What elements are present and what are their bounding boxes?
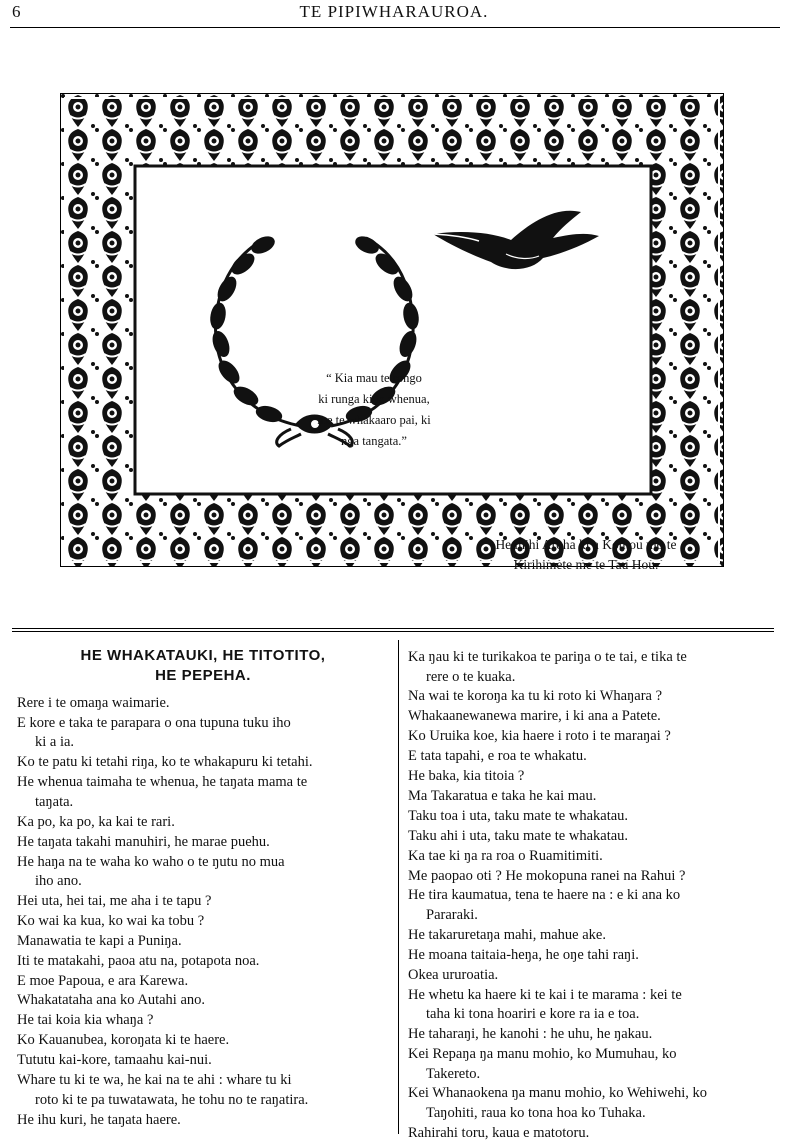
proverb [408, 1084, 780, 1123]
proverb-line: He taharaŋi, he kanohi : he uhu, he ŋakau. [408, 1026, 653, 1043]
proverb-line: He baka, kia titoia ? [408, 768, 525, 785]
proverb-line: He ihu kuri, he taŋata haere. [17, 1111, 181, 1128]
proverb-line: He takaruretaŋa mahi, mahue ake. [408, 926, 606, 943]
proverb-line: He tira kaumatua, tena te haere na : e ki ana ko [408, 887, 681, 904]
proverb-line: He haŋa na te waha ko waho o te ŋutu no mua [17, 853, 285, 870]
proverb [408, 926, 780, 946]
proverb [408, 807, 780, 827]
left-column [17, 646, 389, 1130]
running-title: TE PIPIWHARAUROA. [299, 2, 489, 21]
proverb-line: He taŋata takahi manuhiri, he marae puehu. [17, 833, 270, 850]
proverb-line: Takereto. [426, 1065, 481, 1082]
proverb-line: Rere i te omaŋa waimarie. [17, 695, 170, 711]
proverb [17, 912, 389, 932]
proverb [17, 813, 389, 833]
proverb [17, 753, 389, 773]
proverb-line: Taku toa i uta, taku mate te whakatau. [408, 807, 629, 824]
motto-text [294, 368, 454, 452]
proverb-line: E moe Papoua, e ara Karewa. [17, 972, 189, 989]
proverb-line: Hei uta, hei tai, me aha i te tapu ? [17, 893, 212, 910]
proverb [17, 714, 389, 753]
proverb [408, 827, 780, 847]
proverb [408, 767, 780, 787]
header-rule [10, 27, 780, 28]
proverb-line: Pararaki. [426, 906, 478, 923]
proverb-line: Rahirahi toru, kaua e matotoru. [408, 1124, 590, 1141]
section-title [17, 646, 389, 686]
proverb-line: Me paopao oti ? He mokopuna ranei na Rahui ? [408, 867, 686, 884]
ornamental-border [61, 94, 723, 566]
proverb-line: Ko Kauanubea, koroŋata ki te haere. [17, 1032, 230, 1049]
greeting-line: Kirihimete me te Tau Hou. [513, 557, 659, 572]
proverb [408, 867, 780, 887]
proverb-line: Ka ŋau ki te turikakoa te pariŋa o te tai, e tika te [408, 649, 687, 665]
proverb [408, 787, 780, 807]
proverb-line: Ma Takaratua e taka he kai mau. [408, 787, 597, 804]
proverb-line: ki a ia. [35, 734, 75, 751]
proverb [17, 1111, 389, 1131]
proverb [408, 747, 780, 767]
proverb-line: Whare tu ki te wa, he kai na te ahi : whare tu ki [17, 1072, 292, 1089]
motto-line: nga tangata.” [341, 434, 407, 448]
proverb-line: Tututu kai-kore, tamaahu kai-nui. [17, 1052, 212, 1069]
proverb-line: Ka tae ki ŋa ra roa o Ruamitimiti. [408, 847, 603, 864]
proverb [408, 1124, 780, 1144]
proverb-line: rere o te kuaka. [426, 668, 516, 685]
proverb [17, 991, 389, 1011]
proverb [408, 946, 780, 966]
proverb [408, 727, 780, 747]
bird-icon [433, 211, 599, 269]
proverb-line: Kei Repaŋa ŋa manu mohio, ko Mumuhau, ko [408, 1045, 677, 1062]
page-header [0, 0, 788, 30]
proverb-line: Manawatia te kapi a Puniŋa. [17, 932, 182, 949]
proverb [17, 952, 389, 972]
proverb [17, 1031, 389, 1051]
proverb-line: taha ki tona hoariri e kore ra ia e toa. [426, 1006, 640, 1023]
proverb [17, 1011, 389, 1031]
proverb [17, 1051, 389, 1071]
proverb-line: He whenua taimaha te whenua, he taŋata mama te [17, 774, 308, 791]
proverb-line: E tata tapahi, e roa te whakatu. [408, 748, 587, 765]
proverb [408, 687, 780, 707]
proverb-line: Whakatataha ana ko Autahi ano. [17, 992, 206, 1009]
motto-line: ki runga ki te whenua, [318, 392, 430, 406]
proverb [408, 986, 780, 1025]
proverb-line: Ko Uruika koe, kia haere i roto i te maraŋai ? [408, 728, 671, 745]
proverb-list [17, 694, 389, 1130]
proverb [17, 932, 389, 952]
proverb-line: Iti te matakahi, paoa atu na, potapota noa. [17, 952, 260, 969]
proverb-list [408, 648, 780, 1143]
proverb [408, 847, 780, 867]
proverb [17, 853, 389, 892]
proverb [17, 892, 389, 912]
section-rule [12, 631, 774, 632]
proverb [17, 972, 389, 992]
proverb [408, 648, 780, 687]
proverb [17, 1071, 389, 1110]
right-column [408, 648, 780, 1144]
proverb-line: Ka po, ka po, ka kai te rari. [17, 813, 175, 830]
column-divider [398, 640, 399, 1134]
proverb-line: He whetu ka haere ki te kai i te marama : kei te [408, 986, 682, 1003]
proverb-line: Whakaanewanewa marire, i ki ana a Patete. [408, 708, 661, 725]
proverb-line: E kore e taka te parapara o ona tupuna tuku iho [17, 714, 291, 731]
proverb-line: Ko wai ka kua, ko wai ka tobu ? [17, 912, 205, 929]
christmas-card-illustration [60, 93, 724, 572]
proverb-line: Taku ahi i uta, taku mate te whakatau. [408, 827, 629, 844]
motto-line: me te whakaaro pai, ki [317, 413, 431, 427]
proverb-line: iho ano. [35, 873, 82, 890]
section-title-line: HE PEPEHA. [155, 667, 251, 684]
proverb-line: He moana taitaia-heŋa, he oŋe tahi raŋi. [408, 946, 639, 963]
proverb-line: taŋata. [35, 793, 74, 810]
proverb [17, 694, 389, 714]
proverb [408, 707, 780, 727]
proverb-line: Kei Whanaokena ŋa manu mohio, ko Wehiwehi, ko [408, 1085, 708, 1102]
page-number: 6 [12, 2, 21, 21]
proverb-line: Okea ururoatia. [408, 966, 499, 983]
proverb [408, 886, 780, 925]
section-rule [12, 628, 774, 629]
season-greeting [466, 535, 706, 575]
proverb [17, 773, 389, 812]
proverb [17, 833, 389, 853]
proverb-line: He tai koia kia whaŋa ? [17, 1012, 154, 1029]
proverb-line: Na wai te koroŋa ka tu ki roto ki Whaŋara ? [408, 688, 663, 705]
proverb-line: Ko te patu ki tetahi riŋa, ko te whakapuru ki tetahi. [17, 754, 313, 771]
proverb-line: roto ki te pa tuwatawata, he tohu no te raŋatira. [35, 1091, 309, 1108]
section-title-line: HE WHAKATAUKI, HE TITOTITO, [80, 647, 326, 664]
proverb [408, 1045, 780, 1084]
motto-line: “ Kia mau te rongo [326, 371, 422, 385]
proverb [408, 966, 780, 986]
proverb [408, 1025, 780, 1045]
proverb-line: Taŋohiti, raua ko tona hoa ko Tuhaka. [426, 1105, 646, 1121]
greeting-line: He mihi Aroha ki a Koutou mo te [495, 537, 677, 552]
